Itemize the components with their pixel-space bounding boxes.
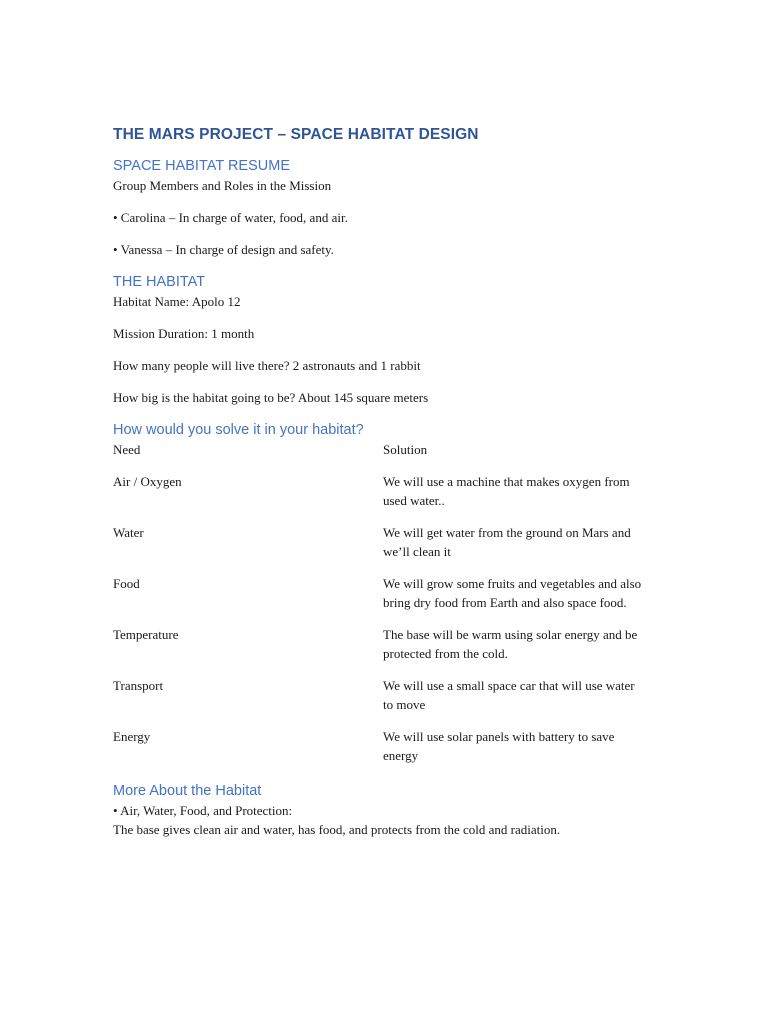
more-bullet: • Air, Water, Food, and Protection:: [113, 803, 293, 818]
member-item: • Vanessa – In charge of design and safety.: [113, 242, 334, 257]
solution-column-header: Solution: [383, 442, 428, 457]
solution-cell: We will use a machine that makes oxygen from used water..: [383, 474, 630, 508]
table-row: [113, 727, 673, 765]
table-header-row: [113, 440, 673, 459]
habitat-duration: Mission Duration: 1 month: [113, 326, 255, 341]
habitat-size: How big is the habitat going to be? About 145 square meters: [113, 390, 429, 405]
solution-cell: We will use solar panels with battery to save energy: [383, 729, 615, 763]
solution-cell: We will get water from the ground on Mars and we’ll clean it: [383, 525, 631, 559]
document-page: [113, 124, 673, 839]
need-column-header: Need: [113, 442, 141, 457]
member-item: • Carolina – In charge of water, food, and air.: [113, 210, 348, 225]
more-text: The base gives clean air and water, has food, and protects from the cold and radiation.: [113, 822, 561, 837]
need-cell: Air / Oxygen: [113, 474, 182, 489]
table-row: [113, 574, 673, 612]
solution-cell: The base will be warm using solar energy and be protected from the cold.: [383, 627, 638, 661]
table-row: [113, 472, 673, 510]
need-cell: Energy: [113, 729, 151, 744]
need-cell: Water: [113, 525, 144, 540]
solutions-table: [113, 440, 673, 765]
table-row: [113, 676, 673, 714]
need-cell: Transport: [113, 678, 164, 693]
table-row: [113, 625, 673, 663]
more-heading: More About the Habitat: [113, 783, 262, 799]
table-row: [113, 523, 673, 561]
resume-heading: SPACE HABITAT RESUME: [113, 158, 290, 174]
need-cell: Temperature: [113, 627, 179, 642]
habitat-name: Habitat Name: Apolo 12: [113, 294, 241, 309]
solution-cell: We will use a small space car that will use water to move: [383, 678, 635, 712]
solution-cell: We will grow some fruits and vegetables and also bring dry food from Earth and also space food.: [383, 576, 642, 610]
document-title: THE MARS PROJECT – SPACE HABITAT DESIGN: [113, 126, 479, 143]
need-cell: Food: [113, 576, 140, 591]
habitat-people: How many people will live there? 2 astronauts and 1 rabbit: [113, 358, 421, 373]
habitat-heading: THE HABITAT: [113, 274, 206, 290]
solutions-heading: How would you solve it in your habitat?: [113, 422, 364, 438]
resume-subtitle: Group Members and Roles in the Mission: [113, 178, 332, 193]
